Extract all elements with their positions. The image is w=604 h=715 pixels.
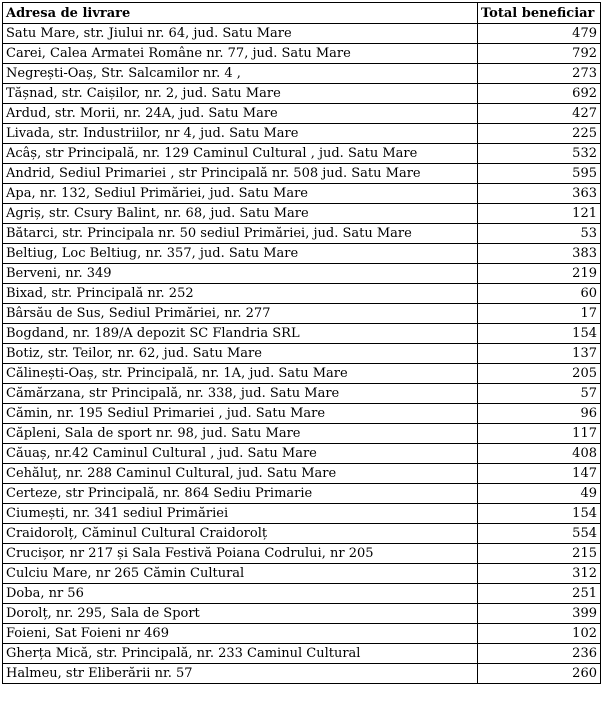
table-row	[3, 364, 601, 384]
total-cell: 117	[478, 424, 601, 444]
table-row	[3, 484, 601, 504]
total-cell: 219	[478, 264, 601, 284]
address-cell: Călinești-Oaș, str. Principală, nr. 1A, jud. Satu Mare	[3, 364, 478, 384]
table-row	[3, 324, 601, 344]
table-row	[3, 404, 601, 424]
address-cell: Certeze, str Principală, nr. 864 Sediu Primarie	[3, 484, 478, 504]
table-row	[3, 244, 601, 264]
table-row	[3, 544, 601, 564]
total-cell: 53	[478, 224, 601, 244]
table-row	[3, 584, 601, 604]
total-cell: 49	[478, 484, 601, 504]
address-cell: Doba, nr 56	[3, 584, 478, 604]
total-cell: 225	[478, 124, 601, 144]
total-cell: 554	[478, 524, 601, 544]
table-row	[3, 44, 601, 64]
address-cell: Culciu Mare, nr 265 Cămin Cultural	[3, 564, 478, 584]
total-cell: 273	[478, 64, 601, 84]
table-row	[3, 184, 601, 204]
table-row	[3, 524, 601, 544]
address-cell: Ardud, str. Morii, nr. 24A, jud. Satu Mare	[3, 104, 478, 124]
table-body	[3, 24, 601, 684]
total-cell: 251	[478, 584, 601, 604]
table-row	[3, 444, 601, 464]
total-cell: 408	[478, 444, 601, 464]
table-row	[3, 564, 601, 584]
total-cell: 383	[478, 244, 601, 264]
total-cell: 692	[478, 84, 601, 104]
total-cell: 137	[478, 344, 601, 364]
total-cell: 205	[478, 364, 601, 384]
address-cell: Negrești-Oaș, Str. Salcamilor nr. 4 ,	[3, 64, 478, 84]
total-cell: 17	[478, 304, 601, 324]
total-cell: 792	[478, 44, 601, 64]
address-cell: Bătarci, str. Principala nr. 50 sediul Primăriei, jud. Satu Mare	[3, 224, 478, 244]
total-cell: 215	[478, 544, 601, 564]
total-cell: 479	[478, 24, 601, 44]
address-cell: Căpleni, Sala de sport nr. 98, jud. Satu Mare	[3, 424, 478, 444]
address-cell: Satu Mare, str. Jiului nr. 64, jud. Satu Mare	[3, 24, 478, 44]
address-cell: Craidorolț, Căminul Cultural Craidorolț	[3, 524, 478, 544]
table-row	[3, 384, 601, 404]
total-cell: 60	[478, 284, 601, 304]
total-cell: 399	[478, 604, 601, 624]
address-cell: Bârsău de Sus, Sediul Primăriei, nr. 277	[3, 304, 478, 324]
total-cell: 121	[478, 204, 601, 224]
address-cell: Foieni, Sat Foieni nr 469	[3, 624, 478, 644]
table-row	[3, 104, 601, 124]
address-cell: Bogdand, nr. 189/A depozit SC Flandria SRL	[3, 324, 478, 344]
total-cell: 312	[478, 564, 601, 584]
table-row	[3, 664, 601, 684]
table-row	[3, 604, 601, 624]
table-row	[3, 224, 601, 244]
header-row	[3, 3, 601, 24]
total-cell: 96	[478, 404, 601, 424]
table-row	[3, 64, 601, 84]
table-row	[3, 284, 601, 304]
table-row	[3, 144, 601, 164]
address-cell: Bixad, str. Principală nr. 252	[3, 284, 478, 304]
address-cell: Cămin, nr. 195 Sediul Primariei , jud. Satu Mare	[3, 404, 478, 424]
table-row	[3, 304, 601, 324]
table-row	[3, 344, 601, 364]
address-cell: Ciumești, nr. 341 sediul Primăriei	[3, 504, 478, 524]
table-row	[3, 464, 601, 484]
table-row	[3, 644, 601, 664]
table-row	[3, 204, 601, 224]
table-row	[3, 504, 601, 524]
address-cell: Andrid, Sediul Primariei , str Principală nr. 508 jud. Satu Mare	[3, 164, 478, 184]
total-cell: 363	[478, 184, 601, 204]
total-cell: 102	[478, 624, 601, 644]
total-cell: 532	[478, 144, 601, 164]
total-cell: 147	[478, 464, 601, 484]
total-cell: 595	[478, 164, 601, 184]
address-cell: Halmeu, str Eliberării nr. 57	[3, 664, 478, 684]
header-total: Total beneficiar	[478, 3, 601, 24]
table-row	[3, 624, 601, 644]
address-cell: Căuaș, nr.42 Caminul Cultural , jud. Satu Mare	[3, 444, 478, 464]
table-row	[3, 264, 601, 284]
address-cell: Gherța Mică, str. Principală, nr. 233 Caminul Cultural	[3, 644, 478, 664]
total-cell: 260	[478, 664, 601, 684]
total-cell: 154	[478, 324, 601, 344]
address-cell: Acâș, str Principală, nr. 129 Caminul Cultural , jud. Satu Mare	[3, 144, 478, 164]
table-row	[3, 164, 601, 184]
total-cell: 236	[478, 644, 601, 664]
address-cell: Crucișor, nr 217 și Sala Festivă Poiana Codrului, nr 205	[3, 544, 478, 564]
address-cell: Livada, str. Industriilor, nr 4, jud. Satu Mare	[3, 124, 478, 144]
address-cell: Tășnad, str. Caișilor, nr. 2, jud. Satu Mare	[3, 84, 478, 104]
address-cell: Cămărzana, str Principală, nr. 338, jud. Satu Mare	[3, 384, 478, 404]
header-address: Adresa de livrare	[3, 3, 478, 24]
address-cell: Agriș, str. Csury Balint, nr. 68, jud. Satu Mare	[3, 204, 478, 224]
total-cell: 427	[478, 104, 601, 124]
table-row	[3, 24, 601, 44]
table-row	[3, 424, 601, 444]
address-cell: Dorolț, nr. 295, Sala de Sport	[3, 604, 478, 624]
address-cell: Cehăluț, nr. 288 Caminul Cultural, jud. Satu Mare	[3, 464, 478, 484]
table-row	[3, 84, 601, 104]
address-cell: Apa, nr. 132, Sediul Primăriei, jud. Satu Mare	[3, 184, 478, 204]
address-cell: Berveni, nr. 349	[3, 264, 478, 284]
table-row	[3, 124, 601, 144]
address-cell: Botiz, str. Teilor, nr. 62, jud. Satu Mare	[3, 344, 478, 364]
total-cell: 154	[478, 504, 601, 524]
address-cell: Carei, Calea Armatei Române nr. 77, jud. Satu Mare	[3, 44, 478, 64]
address-cell: Beltiug, Loc Beltiug, nr. 357, jud. Satu Mare	[3, 244, 478, 264]
total-cell: 57	[478, 384, 601, 404]
delivery-table	[2, 2, 601, 684]
